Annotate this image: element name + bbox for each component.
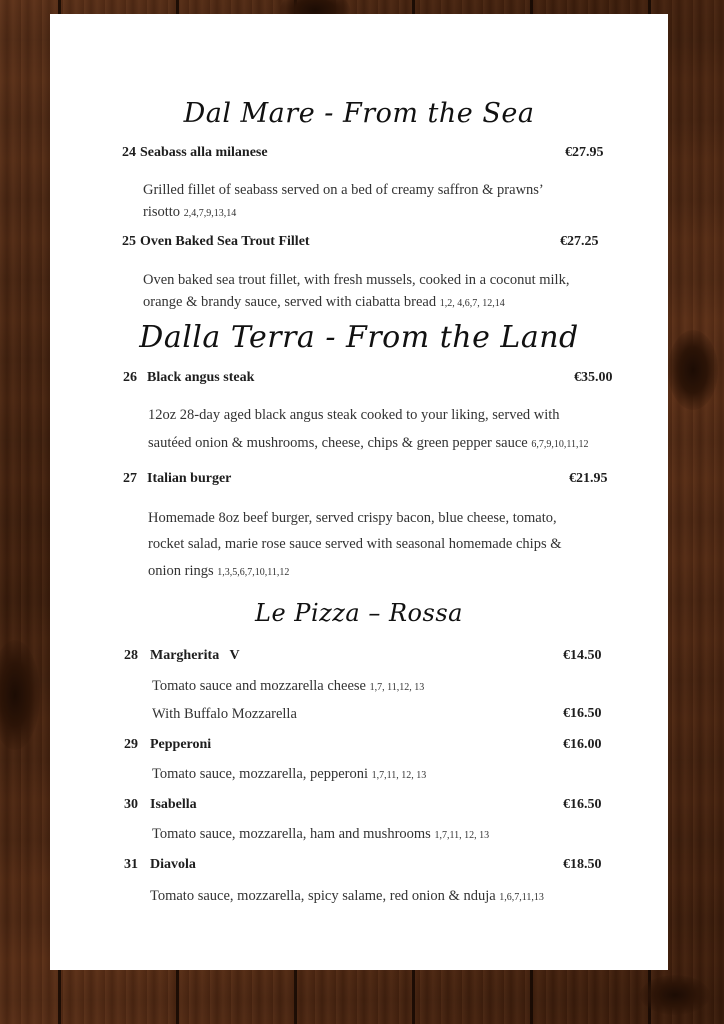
menu-item-title bbox=[123, 370, 254, 386]
desc-line: 12oz 28-day aged black angus steak cooked to your liking, served with bbox=[148, 407, 560, 423]
section-heading-pizza: Le Pizza – Rossa bbox=[255, 599, 463, 627]
item-description bbox=[148, 435, 588, 452]
item-price: €18.50 bbox=[563, 857, 602, 872]
item-price: €21.95 bbox=[569, 471, 608, 486]
item-name: Margherita V bbox=[150, 648, 240, 663]
desc-line: Oven baked sea trout fillet, with fresh mussels, cooked in a coconut milk, bbox=[143, 272, 570, 288]
section-heading-land: Dalla Terra - From the Land bbox=[139, 320, 579, 355]
extra-price: €16.50 bbox=[563, 706, 602, 721]
item-description bbox=[148, 510, 557, 527]
allergen-codes: 6,7,9,10,11,12 bbox=[531, 439, 589, 450]
desc-line: Grilled fillet of seabass served on a bed of creamy saffron & prawns’ bbox=[143, 182, 544, 198]
wood-knot bbox=[0, 640, 40, 750]
desc-line: onion rings bbox=[148, 563, 218, 579]
item-description bbox=[152, 826, 489, 843]
item-name: Oven Baked Sea Trout Fillet bbox=[140, 234, 310, 249]
item-number: 30 bbox=[124, 797, 138, 812]
item-price: €27.25 bbox=[560, 234, 599, 249]
menu-item-title bbox=[124, 797, 197, 813]
item-price: €27.95 bbox=[565, 145, 604, 160]
allergen-codes: 1,7, 11,12, 13 bbox=[369, 682, 425, 693]
desc-line: orange & brandy sauce, served with ciabatta bread bbox=[143, 294, 440, 310]
item-number: 24 bbox=[122, 145, 136, 160]
item-number: 31 bbox=[124, 857, 138, 872]
item-number: 27 bbox=[123, 471, 137, 486]
item-number: 25 bbox=[122, 234, 136, 249]
item-description bbox=[143, 182, 544, 199]
desc-line: sautéed onion & mushrooms, cheese, chips & green pepper sauce bbox=[148, 435, 532, 451]
item-name: Black angus steak bbox=[147, 370, 255, 385]
allergen-codes: 1,3,5,6,7,10,11,12 bbox=[217, 567, 290, 578]
item-number: 26 bbox=[123, 370, 137, 385]
section-heading-sea: Dal Mare - From the Sea bbox=[183, 98, 535, 129]
extra-label: With Buffalo Mozzarella bbox=[152, 706, 297, 722]
item-price: €16.50 bbox=[563, 797, 602, 812]
wood-knot bbox=[640, 975, 710, 1015]
wood-knot bbox=[668, 330, 718, 410]
menu-item-title bbox=[122, 145, 268, 161]
allergen-codes: 1,7,11, 12, 13 bbox=[371, 770, 427, 781]
desc-line: Tomato sauce, mozzarella, pepperoni bbox=[152, 766, 372, 782]
allergen-codes: 1,6,7,11,13 bbox=[499, 892, 544, 903]
item-description bbox=[152, 766, 426, 783]
item-name: Seabass alla milanese bbox=[140, 145, 268, 160]
desc-line: Tomato sauce and mozzarella cheese bbox=[152, 678, 370, 694]
item-description bbox=[143, 204, 236, 221]
desc-line: rocket salad, marie rose sauce served with seasonal homemade chips & bbox=[148, 536, 562, 552]
menu-page bbox=[50, 14, 668, 970]
item-description bbox=[143, 294, 505, 311]
item-price: €14.50 bbox=[563, 648, 602, 663]
menu-item-title bbox=[124, 648, 240, 664]
desc-line: risotto bbox=[143, 204, 184, 220]
item-description bbox=[143, 272, 569, 289]
item-name: Italian burger bbox=[147, 471, 232, 486]
item-price: €16.00 bbox=[563, 737, 602, 752]
item-number: 28 bbox=[124, 648, 138, 663]
item-description bbox=[148, 563, 289, 580]
menu-item-title bbox=[124, 737, 211, 753]
item-description bbox=[150, 888, 544, 905]
menu-item-title bbox=[123, 471, 231, 487]
item-price: €35.00 bbox=[574, 370, 613, 385]
menu-item-title bbox=[122, 234, 310, 250]
allergen-codes: 1,7,11, 12, 13 bbox=[434, 830, 490, 841]
item-number: 29 bbox=[124, 737, 138, 752]
desc-line: Tomato sauce, mozzarella, ham and mushrooms bbox=[152, 826, 435, 842]
item-description bbox=[148, 407, 560, 424]
menu-item-title bbox=[124, 857, 196, 873]
allergen-codes: 1,2, 4,6,7, 12,14 bbox=[439, 298, 505, 309]
desc-line: Tomato sauce, mozzarella, spicy salame, red onion & nduja bbox=[150, 888, 500, 904]
item-name: Isabella bbox=[150, 797, 197, 812]
item-name: Diavola bbox=[150, 857, 196, 872]
item-description bbox=[152, 678, 424, 695]
item-description bbox=[148, 536, 562, 553]
item-name: Pepperoni bbox=[150, 737, 212, 752]
desc-line: Homemade 8oz beef burger, served crispy bacon, blue cheese, tomato, bbox=[148, 510, 557, 526]
item-extra-option bbox=[152, 706, 297, 723]
allergen-codes: 2,4,7,9,13,14 bbox=[183, 208, 237, 219]
